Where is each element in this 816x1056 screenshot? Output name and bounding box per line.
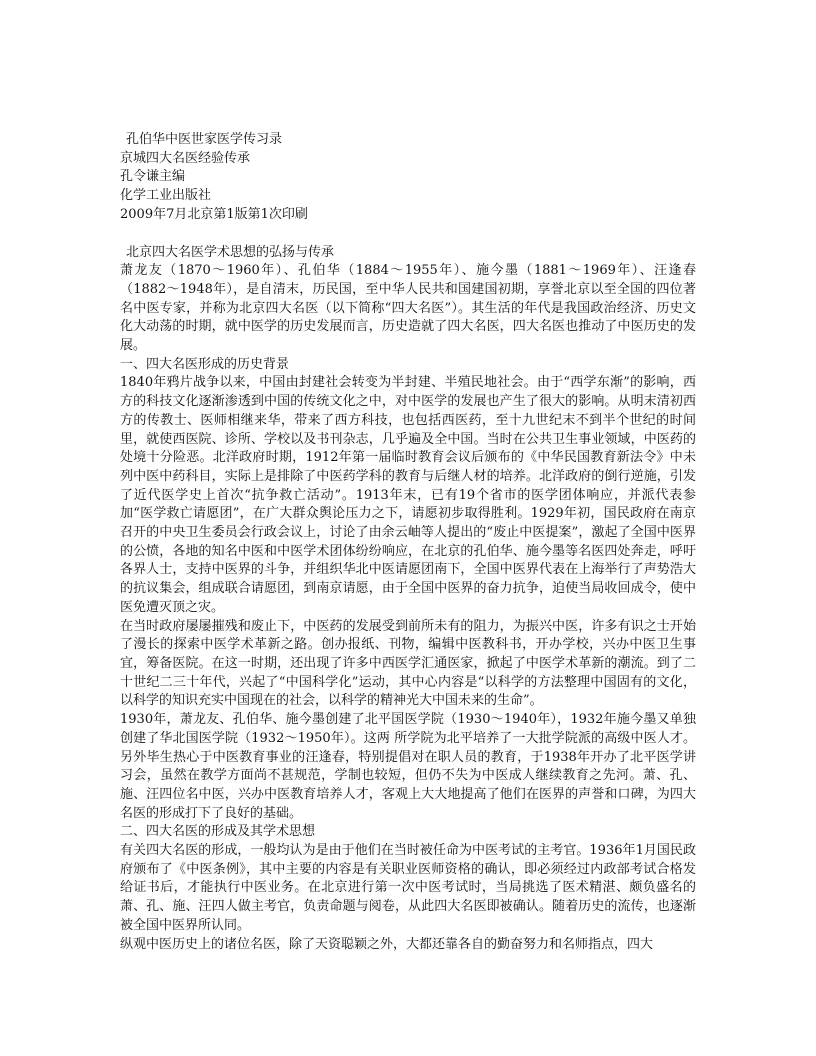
- article-title: 北京四大名医学术思想的弘扬与传承: [126, 244, 335, 260]
- book-subtitle: 京城四大名医经验传承: [120, 150, 251, 166]
- section-1-paragraph-2: 在当时政府屡屡摧残和废止下，中医药的发展受到前所未有的阻力，为振兴中医，许多有识之士开始了漫长的探索中医学术革新之路。创办报纸、刊物，编辑中医教科书，开办学校，兴办中医卫生事宜，筹备医院。在这一时期，还出现了许多中西医学汇通医家，掀起了中医学术革新的潮流。到了二十世纪二三十年代，兴起了“中国科学化”运动，其中心内容是“以科学的方法整理中国固有的文化，以科学的知识充实中国现在的社会，以科学的精神光大中国未来的生命”。: [120, 618, 696, 709]
- section-1-heading: 一、四大名医形成的历史背景: [120, 356, 290, 372]
- blank-line: [120, 225, 696, 244]
- intro-paragraph: 萧龙友（1870～1960年）、孔伯华（1884～1955年）、施今墨（1881～1969年）、汪逢春（1882～1948年），是自清末，历民国，至中华人民共和国建国初期，享誉北京以至全国的四位著名中医专家，并称为北京四大名医（以下简称“四大名医”）。其生活的年代是我国政治经济、历史文化大动荡的时期，就中医学的历史发展而言，历史造就了四大名医，四大名医也推动了中医历史的发展。: [120, 263, 696, 354]
- section-1-paragraph-3: 1930年，萧龙友、孔伯华、施今墨创建了北平国医学院（1930～1940年），1932年施今墨又单独创建了华北国医学院（1932～1950年）。这两 所学院为北平培养了一大批学院派的高级中医人才。另外毕生热心于中医教育事业的汪逢春，特别提倡对在职人员的教育，于1938年开办了北平医学讲习会，虽然在教学方面尚不甚规范，学制也较短，但仍不失为中医成人继续教育之先河。萧、孔、施、汪四位名中医，兴办中医教育培养人才，客观上大大地提高了他们在医界的声誉和口碑，为四大名医的形成打下了良好的基础。: [120, 712, 696, 821]
- document-page: [120, 131, 696, 954]
- section-2-heading: 二、四大名医的形成及其学术思想: [120, 824, 316, 840]
- book-edition: 2009年7月北京第1版第1次印刷: [120, 206, 308, 222]
- section-1-paragraph-1: 1840年鸦片战争以来，中国由封建社会转变为半封建、半殖民地社会。由于“西学东渐”的影响，西方的科技文化逐渐渗透到中国的传统文化之中，对中医学的发展也产生了很大的影响。从明末清初西方的传教士、医师相继来华，带来了西方科技，也包括西医药，至十九世纪末不到半个世纪的时间里，就使西医院、诊所、学校以及书刊杂志，几乎遍及全中国。当时在公共卫生事业领域，中医药的处境十分险恶。北洋政府时期，1912年第一届临时教育会议后颁布的《中华民国教育新法令》中未列中医中药科目，实际上是排除了中医药学科的教育与后继人材的培养。北洋政府的倒行逆施，引发了近代医学史上首次“抗争救亡活动”。1913年末，已有19个省市的医学团体响应，并派代表参加“医学救亡请愿团”，在广大群众舆论压力之下，请愿初步取得胜利。1929年初，国民政府在南京召开的中央卫生委员会行政会议上，讨论了由余云岫等人提出的“废止中医提案”，激起了全国中医界的公愤，各地的知名中医和中医学术团体纷纷响应，在北京的孔伯华、施今墨等名医四处奔走，呼吁各界人士，支持中医界的斗争，并组织华北中医请愿团南下，全国中医界代表在上海举行了声势浩大的抗议集会，组成联合请愿团，到南京请愿，由于全国中医界的奋力抗争，迫使当局收回成令，使中医免遭灭顶之灾。: [120, 375, 696, 615]
- book-title: 孔伯华中医世家医学传习录: [126, 132, 283, 147]
- section-2-paragraph-1: 有关四大名医的形成，一般均认为是由于他们在当时被任命为中医考试的主考官。1936年1月国民政府颁布了《中医条例》，其中主要的内容是有关职业医师资格的确认，即必须经过内政部考试合格发给证书后，才能执行中医业务。在北京进行第一次中医考试时，当局挑选了医术精湛、颇负盛名的萧、孔、施、汪四人做主考官，负责命题与阅卷，从此四大名医即被确认。随着历史的流传，也逐渐被全国中医界所认同。: [120, 843, 696, 933]
- section-2-paragraph-2: 纵观中医历史上的诸位名医，除了天资聪颖之外，大都还靠各自的勤奋努力和名师指点，四大: [120, 936, 654, 952]
- book-editor: 孔令谦主编: [120, 169, 186, 185]
- book-publisher: 化学工业出版社: [120, 188, 212, 204]
